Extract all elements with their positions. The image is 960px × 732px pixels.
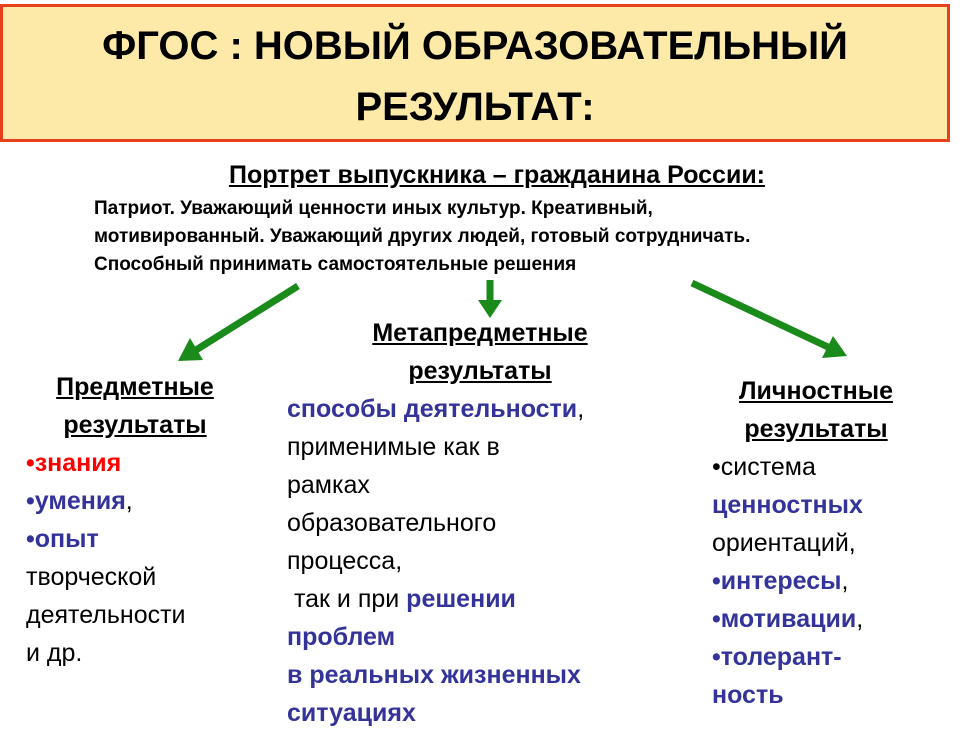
metasubject-results-text — [287, 390, 584, 732]
heading-line: результаты — [63, 411, 207, 439]
text-blue: ситуациях — [287, 699, 416, 727]
heading-line: результаты — [744, 415, 888, 443]
subject-results-heading — [20, 368, 250, 444]
text-blue: ценностных — [712, 491, 863, 519]
personal-results-heading — [700, 372, 932, 448]
item-tolerance: •толерант- — [712, 643, 842, 671]
portrait-line: мотивированный. Уважающий других людей, готовый сотрудничать. — [94, 226, 751, 247]
text-line: процесса, — [287, 547, 403, 575]
item-interests: •интересы — [712, 567, 842, 595]
text-blue: в реальных жизненных — [287, 661, 581, 689]
arrow-center — [478, 280, 502, 318]
comma: , — [856, 605, 864, 633]
portrait-line: Патриот. Уважающий ценности иных культур. Креативный, — [94, 198, 653, 219]
title-line-2: РЕЗУЛЬТАТ: — [355, 85, 595, 129]
metasubject-results-heading — [290, 314, 670, 390]
heading-line: Предметные — [56, 373, 214, 401]
personal-results-list — [712, 448, 863, 714]
text-line: применимые как в — [287, 433, 500, 461]
text-line: творческой — [26, 563, 157, 591]
comma: , — [577, 395, 585, 423]
comma: , — [125, 487, 133, 515]
item-skills: •умения — [26, 487, 126, 515]
title-line-1: ФГОС : НОВЫЙ ОБРАЗОВАТЕЛЬНЫЙ — [102, 24, 848, 68]
heading-line: Личностные — [739, 377, 893, 405]
text-blue: проблем — [287, 623, 396, 651]
text-line: ориентаций, — [712, 529, 856, 557]
text-line: так и при — [287, 585, 407, 613]
arrow-right — [692, 283, 847, 358]
item-experience: •опыт — [26, 525, 99, 553]
comma: , — [841, 567, 849, 595]
text-line: деятельности — [26, 601, 186, 629]
heading-line: результаты — [408, 357, 552, 385]
arrow-left — [178, 286, 298, 361]
text-line: рамках — [287, 471, 370, 499]
item-motivations: •мотивации — [712, 605, 857, 633]
portrait-heading: Портрет выпускника – гражданина России: — [228, 161, 766, 189]
item-knowledge: •знания — [26, 449, 122, 477]
text-blue: решении — [406, 585, 516, 613]
portrait-line: Способный принимать самостоятельные решения — [94, 254, 577, 275]
text-blue: способы деятельности — [287, 395, 578, 423]
text-line: и др. — [26, 639, 83, 667]
heading-line: Метапредметные — [372, 319, 588, 347]
subject-results-list — [26, 444, 186, 672]
text-line: образовательного — [287, 509, 497, 537]
item-tolerance-cont: ность — [712, 681, 784, 709]
item-system: •система — [712, 453, 816, 481]
